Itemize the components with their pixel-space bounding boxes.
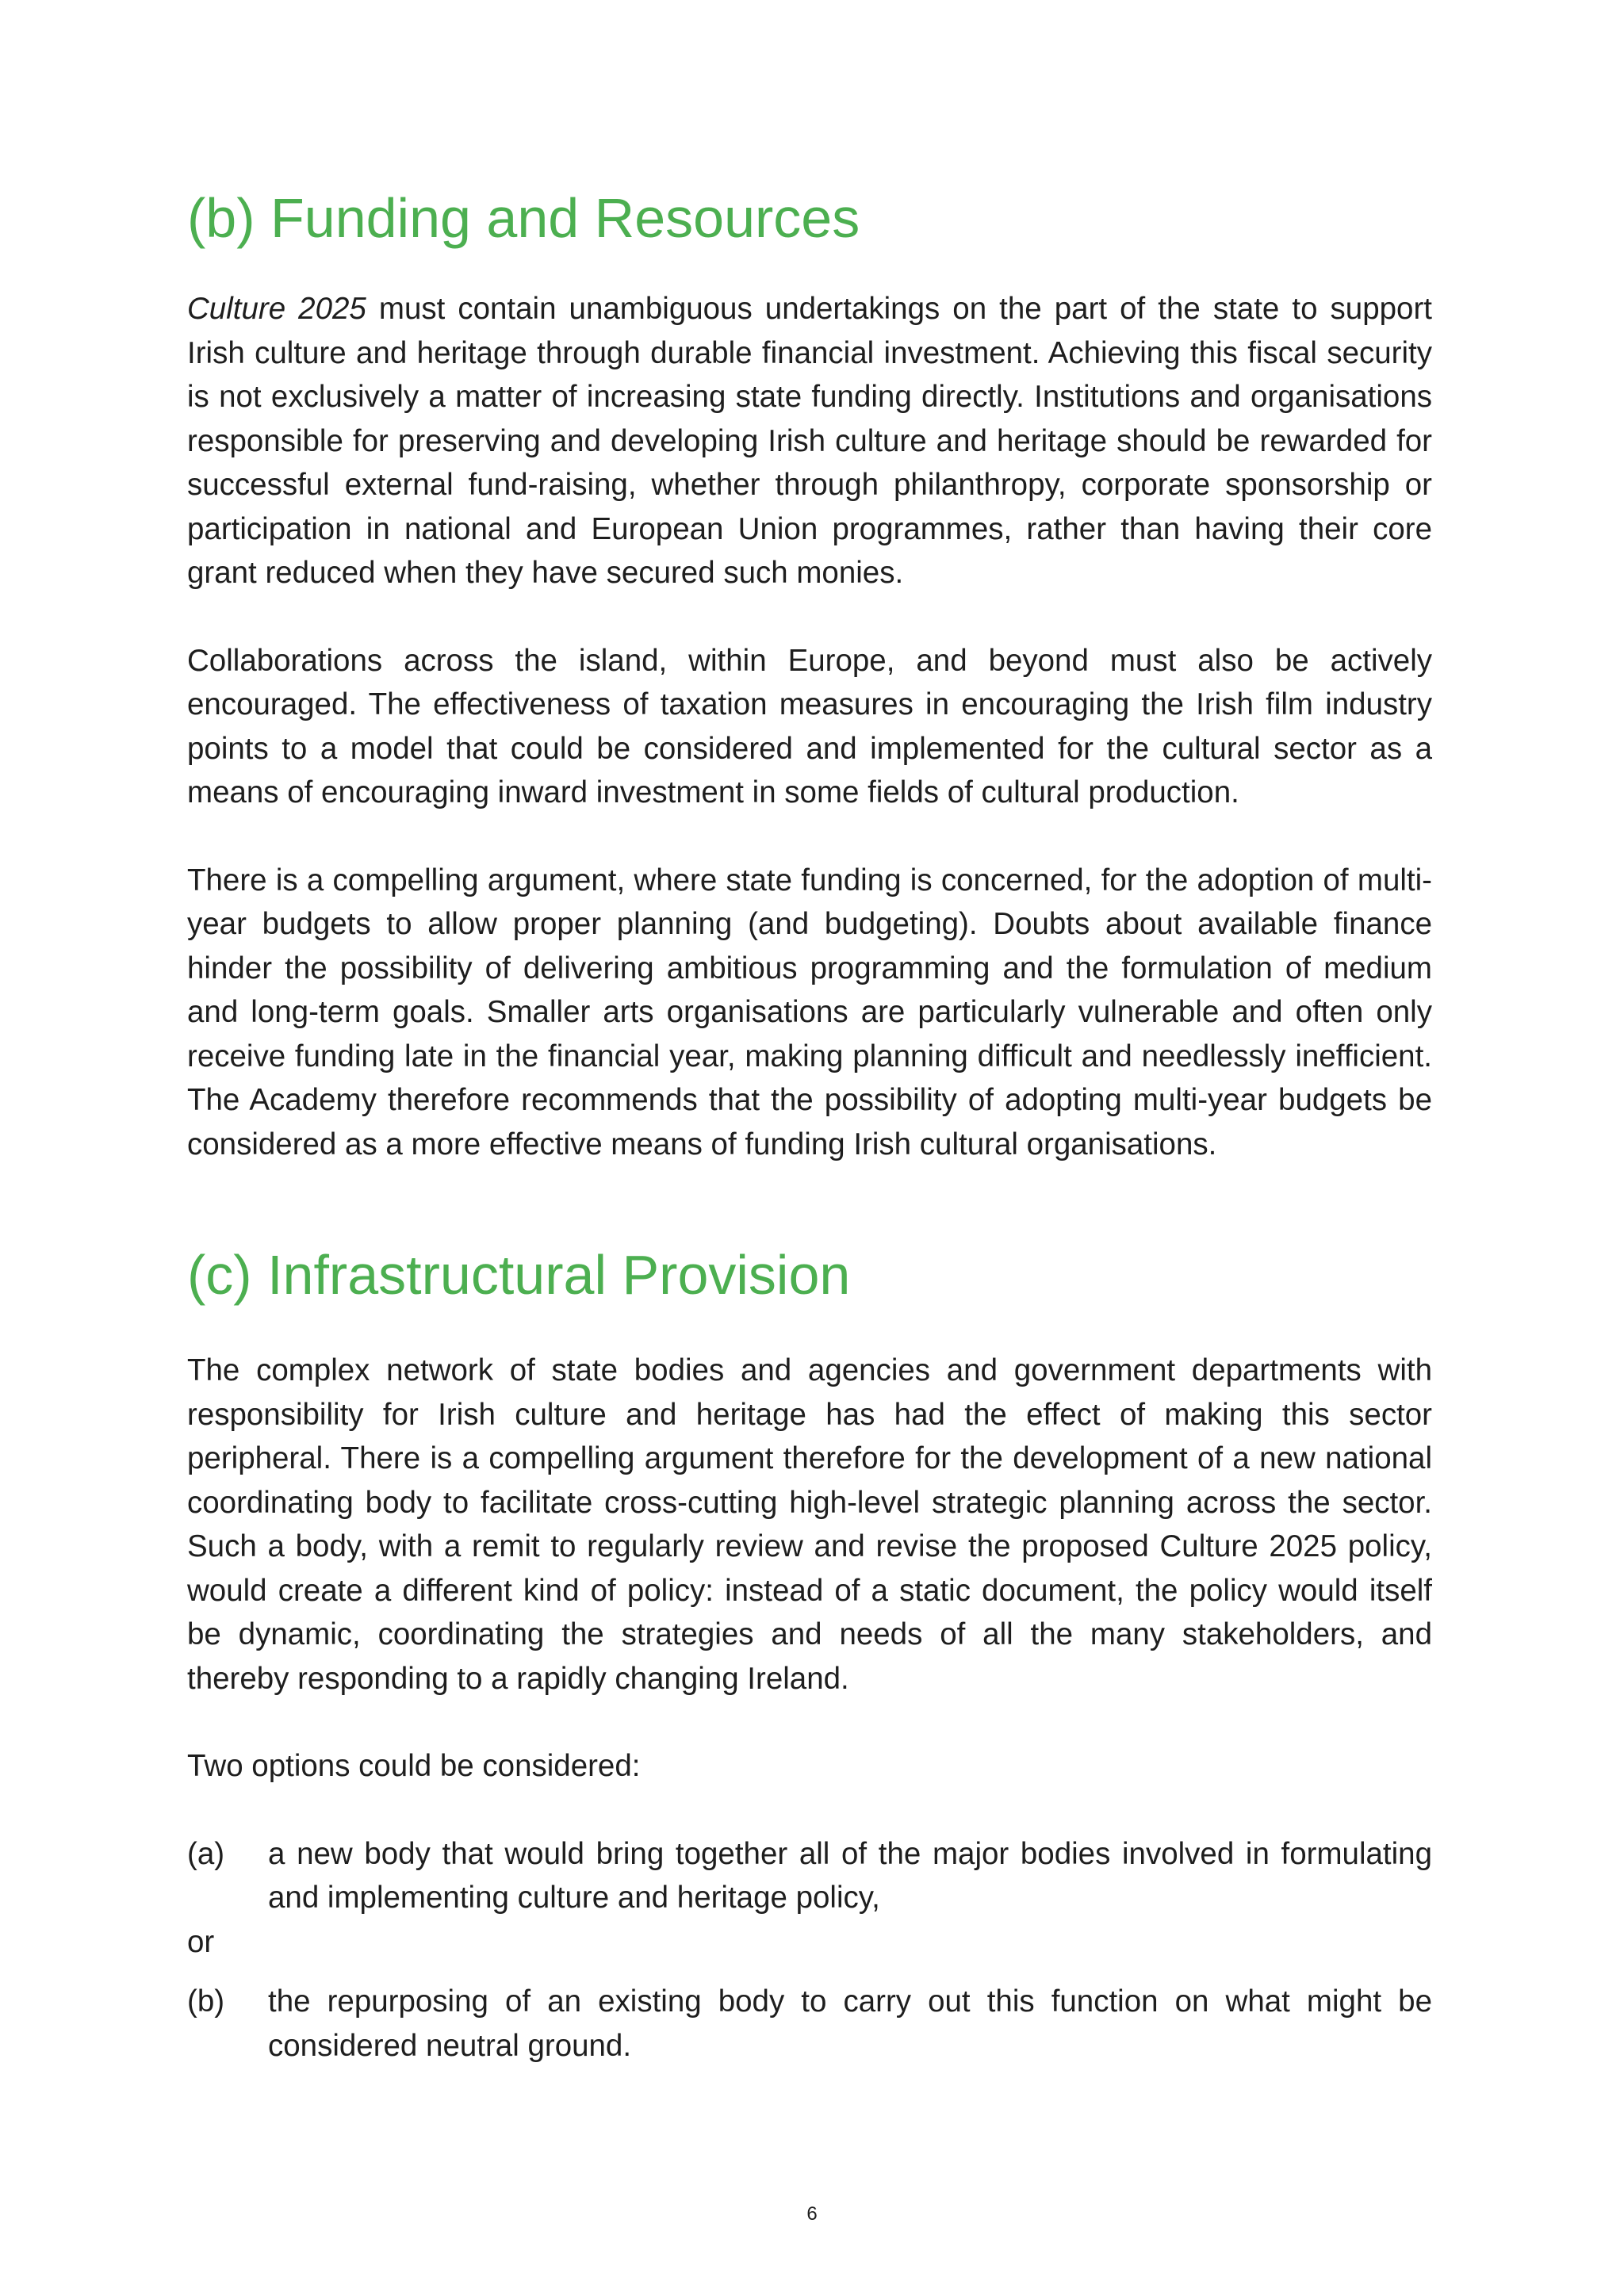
section-c-paragraph-1: The complex network of state bodies and agencies and government departments with responsibility for Irish culture and heritage has had the effect of making this sector peripheral. There is a compelling argument therefore for the development of a new national coordinating body to facilitate cross-cutting high-level strategic planning across the sector. Such a body, with a remit to regularly review and revise the proposed Culture 2025 policy, would create a different kind of policy: instead of a static document, the policy would itself be dynamic, coordinating the strategies and needs of all the many stakeholders, and thereby responding to a rapidly changing Ireland.	[187, 1353, 1432, 1696]
option-separator-or: or	[187, 1924, 215, 1959]
page-number: 6	[806, 2203, 818, 2225]
section-b-paragraph-1	[187, 287, 1432, 595]
section-b-paragraph-3: There is a compelling argument, where state funding is concerned, for the adoption of multi-year budgets to allow proper planning (and budgeting). Doubts about available finance hinder the possibility of delivering ambitious programming and the formulation of medium and long-term goals. Smaller arts organisations are particularly vulnerable and often only receive funding late in the financial year, making planning difficult and needlessly inefficient. The Academy therefore recommends that the possibility of adopting multi-year budgets be considered as a more effective means of funding Irish cultural organisations.	[187, 863, 1432, 1161]
section-c-paragraph-2: Two options could be considered:	[187, 1749, 641, 1783]
page-content	[187, 182, 1432, 2068]
section-b-heading: (b) Funding and Resources	[187, 187, 860, 249]
option-a-marker: (a)	[187, 1836, 225, 1871]
culture-2025-title: Culture 2025	[187, 292, 366, 326]
section-b-paragraph-2: Collaborations across the island, within Europe, and beyond must also be actively encouraged. The effectiveness of taxation measures in encouraging the Irish film industry points to a model that could be considered and implemented for the cultural sector as a means of encouraging inward investment in some fields of cultural production.	[187, 643, 1432, 809]
option-a	[187, 1832, 1432, 1920]
options-list	[187, 1832, 1432, 2068]
section-b-paragraph-1-text: must contain unambiguous undertakings on the part of the state to support Irish culture and heritage through durable financial investment. Achieving this fiscal security is not exclusively a matter of increasing state funding directly. Institutions and organisations responsible for preserving and developing Irish culture and heritage should be rewarded for successful external fund-raising, whether through philanthropy, corporate sponsorship or participation in national and European Union programmes, rather than having their core grant reduced when they have secured such monies.	[187, 292, 1432, 590]
option-b-text: the repurposing of an existing body to carry out this function on what might be considered neutral ground.	[268, 1984, 1432, 2063]
option-a-text: a new body that would bring together all of the major bodies involved in formulating and implementing culture and heritage policy,	[268, 1836, 1432, 1915]
section-c-heading: (c) Infrastructural Provision	[187, 1244, 851, 1306]
option-b	[187, 1980, 1432, 2068]
option-b-marker: (b)	[187, 1984, 225, 2019]
